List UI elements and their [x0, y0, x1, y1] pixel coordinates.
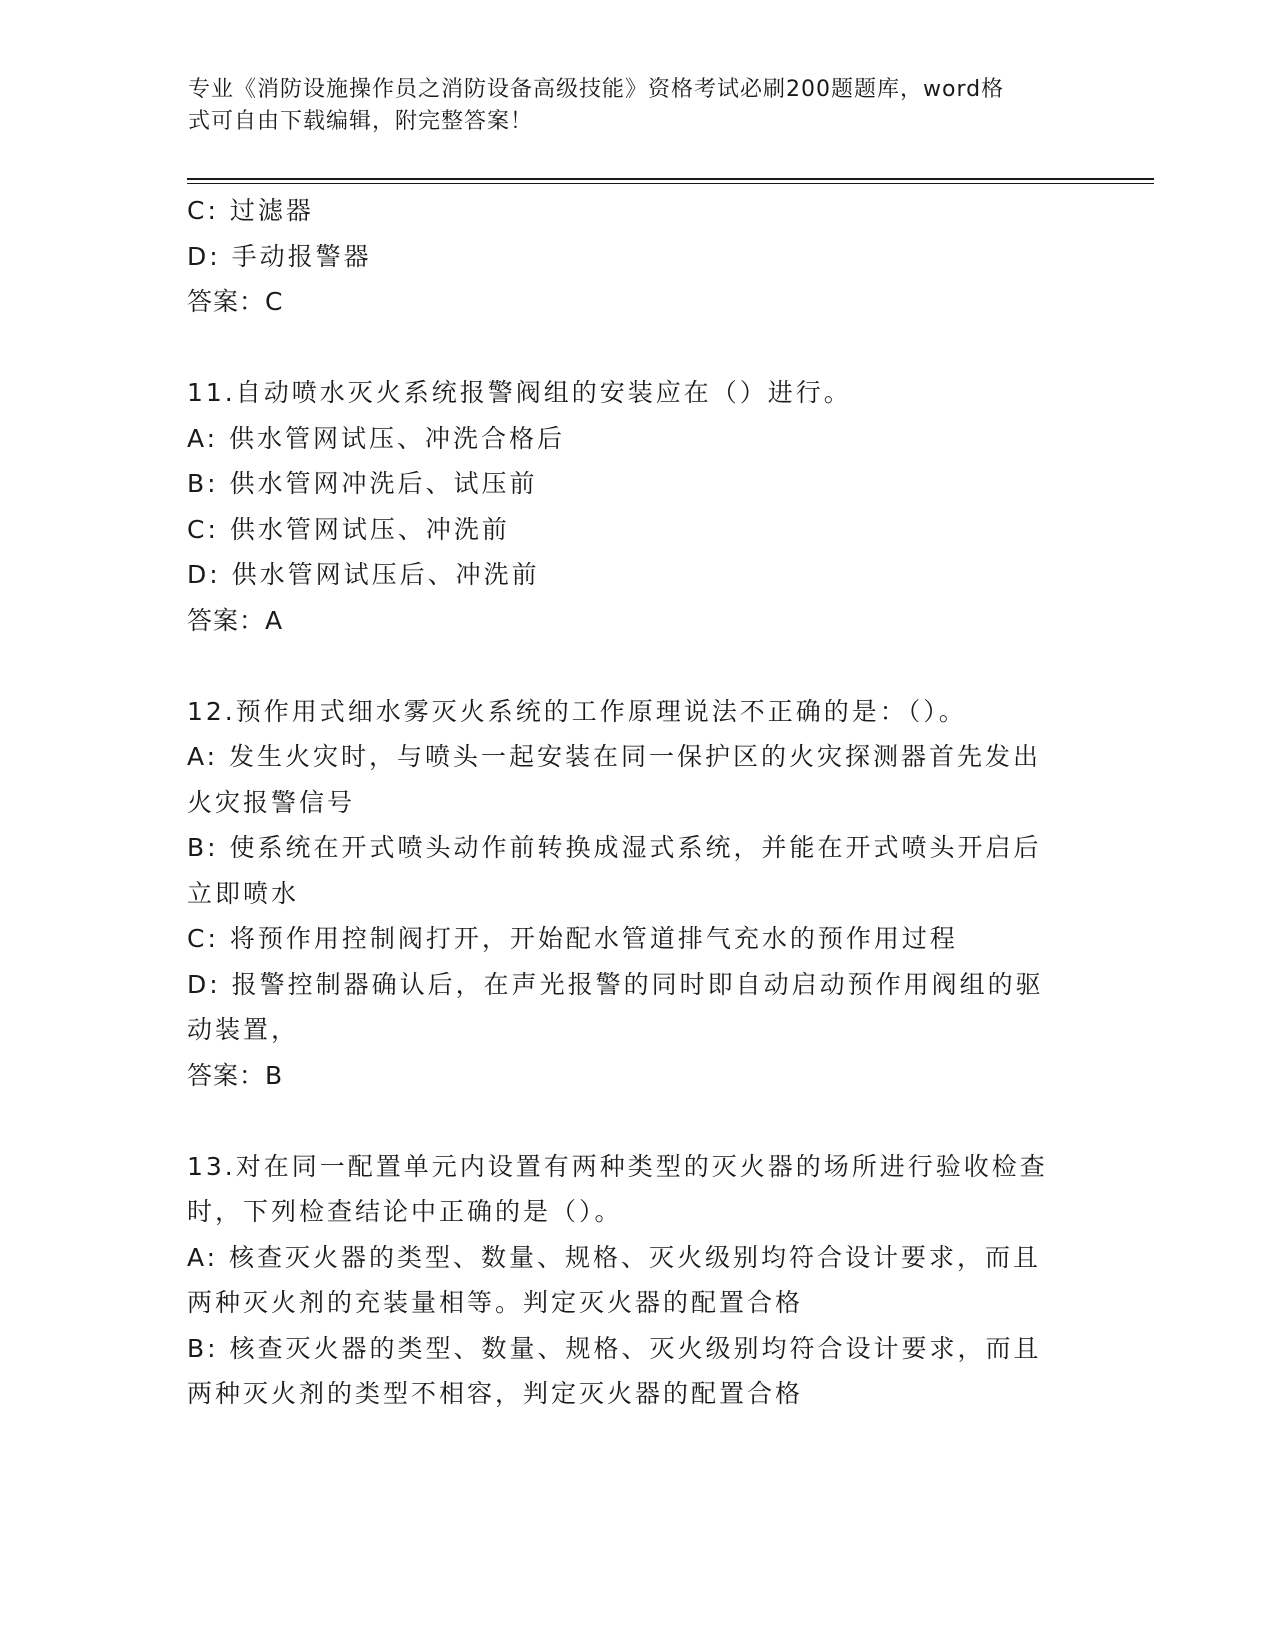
option-a: A: 核查灭火器的类型、数量、规格、灭火级别均符合设计要求，而且: [187, 1242, 1042, 1272]
question-stem: 13.对在同一配置单元内设置有两种类型的灭火器的场所进行验收检查: [187, 1151, 1048, 1181]
answer-line: 答案：B: [187, 1060, 284, 1090]
question-stem: 11.自动喷水灭火系统报警阀组的安装应在（）进行。: [187, 378, 852, 407]
option-c: C: 供水管网试压、冲洗前: [187, 514, 510, 544]
option-b: B: 核查灭火器的类型、数量、规格、灭火级别均符合设计要求，而且: [187, 1333, 1042, 1363]
document-header: [188, 74, 1068, 138]
header-line: 专业《消防设施操作员之消防设备高级技能》资格考试必刷200题题库，word格: [188, 77, 1005, 102]
question-stem-continued: 时，下列检查结论中正确的是（）。: [187, 1197, 623, 1226]
header-divider-thin: [187, 183, 1154, 184]
question-content: [187, 188, 1077, 1417]
option-c: C: 将预作用控制阀打开，开始配水管道排气充水的预作用过程: [187, 924, 958, 953]
option-a-continued: 火灾报警信号: [187, 787, 356, 817]
option-d-continued: 动装置，: [187, 1015, 300, 1044]
header-line: 式可自由下载编辑，附完整答案！: [188, 109, 534, 134]
option-d: D: 供水管网试压后、冲洗前: [187, 560, 540, 589]
spacer: [187, 643, 1077, 689]
answer-line: 答案：C: [187, 287, 284, 316]
option-b-continued: 两种灭火剂的类型不相容，判定灭火器的配置合格: [187, 1379, 804, 1408]
option-c: C: 过滤器: [187, 196, 314, 225]
option-b: B: 供水管网冲洗后、试压前: [187, 469, 538, 498]
spacer: [187, 325, 1077, 371]
option-d: D: 手动报警器: [187, 241, 372, 271]
header-divider: [187, 178, 1154, 180]
option-b-continued: 立即喷水: [187, 878, 300, 908]
option-d: D: 报警控制器确认后，在声光报警的同时即自动启动预作用阀组的驱: [187, 969, 1044, 999]
spacer: [187, 1098, 1077, 1144]
option-a: A: 发生火灾时，与喷头一起安装在同一保护区的火灾探测器首先发出: [187, 742, 1042, 771]
option-a: A: 供水管网试压、冲洗合格后: [187, 423, 566, 453]
question-stem: 12.预作用式细水雾灭火系统的工作原理说法不正确的是：（）。: [187, 696, 967, 726]
option-b: B: 使系统在开式喷头动作前转换成湿式系统，并能在开式喷头开启后: [187, 833, 1042, 862]
option-a-continued: 两种灭火剂的充装量相等。判定灭火器的配置合格: [187, 1288, 804, 1317]
answer-line: 答案：A: [187, 605, 284, 635]
